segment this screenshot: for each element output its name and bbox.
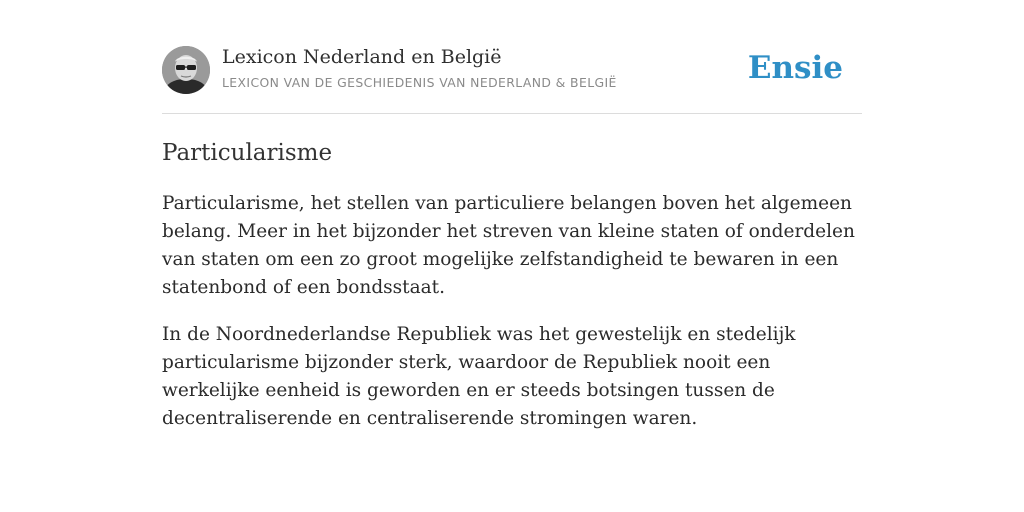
- header: [162, 0, 862, 114]
- article-paragraph: In de Noordnederlandse Republiek was het gewestelijk en stedelijk particularisme bijzonder sterk, waardoor de Republiek nooit een werkelijke eenheid is geworden en er steeds botsingen tussen de decentraliserende en centraliserende stromingen waren.: [162, 324, 796, 429]
- avatar-portrait-icon: [162, 46, 210, 94]
- page-container: [162, 0, 862, 433]
- article-title: Particularisme: [162, 140, 333, 166]
- publication-subtitle: LEXICON VAN DE GESCHIEDENIS VAN NEDERLAND & BELGIË: [222, 75, 617, 90]
- article-paragraph: Particularisme, het stellen van particuliere belangen boven het algemeen belang. Meer in het bijzonder het streven van kleine staten of onderdelen van staten om een zo groot mogelijke zelfstandigheid te bewaren in een statenbond of een bondsstaat.: [162, 193, 855, 298]
- publication-name[interactable]: Lexicon Nederland en België: [222, 46, 502, 68]
- author-avatar[interactable]: [162, 46, 210, 94]
- ensie-logo-link[interactable]: Ensie: [747, 50, 843, 86]
